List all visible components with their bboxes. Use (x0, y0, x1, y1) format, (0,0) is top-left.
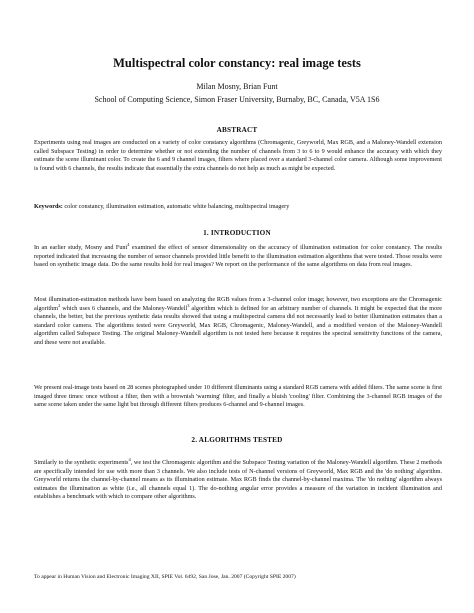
section2-paragraph-1 (34, 456, 442, 502)
section2-p1-text-a: Similarly to the synthetic experiments (34, 459, 129, 466)
citation-ref: 3 (187, 302, 190, 308)
publication-footer: To appear in Human Vision and Electronic Imaging XII, SPIE Vol. 6492, San Jose, Jan. 2007 (Copyright SPIE 2007) (34, 574, 296, 580)
section1-paragraph-2 (34, 296, 442, 348)
abstract-heading: ABSTRACT (216, 126, 258, 134)
paper-authors: Milan Mosny, Brian Funt (196, 82, 278, 91)
section1-p1-text-a: In an earlier study, Mosny and Funt (34, 244, 128, 251)
section1-p1-text-b: examined the effect of sensor dimensionality on the accuracy of illumination estimation for color constancy. The results reported indicated that increasing the number of sensor channels provided little benefit to the illumination estimation algorithms that were tested. Those results were based on synthetic image data. Do the same results hold for real images? We report on the performance of the same algorithms on data from real images. (34, 244, 443, 269)
paper-affiliation: School of Computing Science, Simon Fraser University, Burnaby, BC, Canada, V5A 1S6 (94, 95, 380, 104)
abstract-text: Experiments using real images are conducted on a variety of color constancy algorithms (Chromagenic, Greyworld, Max RGB, and a Maloney-Wandell extension called Subspace Testing) in order to determine whether or not extending the number of channels from 3 to 6 to 9 would enhance the accuracy with which they estimate the scene illuminant color. To create the 6 and 9 channel images, filters where placed over a standard 3-channel color camera. Although some improvement is found with 6 channels, the results indicate that essentially the extra channels do not help as much as might be expected. (34, 139, 442, 172)
section2-p1-text-b: , we test the Chromagenic algorithm and the Subspace Testing variation of the Maloney-Wandell algorithm. These 2 methods are specifically intended for use with more than 3 channels. We also include tests of N-channel versions of Greyworld, Max RGB and the 'do nothing' algorithm. Greyworld returns the channel-by-channel means as its illumination estimate. Max RGB finds the channel-by-channel maxima. The 'do nothing' algorithm always estimates the illumination as white (i.e., all channels equal 1). The do-nothing angular error provides a measure of the variation in incident illumination and establishes a benchmark with which to compare other algorithms. (34, 459, 442, 501)
section1-p2-text-c: algorithm which is defined for an arbitrary number of channels. It might be expected that the more channels, the better, but the previous synthetic data results showed that using a multispectral camera did not necessarily lead to better illumination estimates than a standard color camera. The algorithms tested were Greyworld, Max RGB, Chromagenic, Maloney-Wandell, and a modified version of the Maloney-Wandell algorithm called Subspace Testing. The original Maloney-Wandell algorithm is not tested here because it requires the spectral sensitivity functions of the camera, and these were not available. (34, 304, 442, 346)
keywords-line (34, 203, 442, 212)
paper-title: Multispectral color constancy: real image tests (113, 56, 361, 70)
section1-p2-text-b: which uses 6 channels, and the Maloney-Wandell (60, 304, 188, 312)
keywords-text: color constancy, illumination estimation, automatic white balancing, multispectral imagery (64, 203, 290, 210)
citation-ref: 4 (128, 456, 131, 462)
section2-heading: 2. ALGORITHMS TESTED (191, 436, 283, 444)
section1-heading: 1. INTRODUCTION (203, 229, 271, 237)
section1-paragraph-1 (34, 241, 443, 270)
citation-ref: 4 (127, 241, 130, 247)
citation-ref: 2 (58, 302, 61, 308)
keywords-label: Keywords: (34, 203, 63, 210)
section1-paragraph-3: We present real-image tests based on 28 scenes photographed under 10 different illuminants using a standard RGB camera with added filters. The same scene is first imaged three times: once without a filter, then with a brownish 'warming' filter, and finally a bluish 'cooling' filter. Combining the 3-channel RGB images of the same scene taken under the same light but through different filters produces 6-channel and 9-channel images. (34, 384, 442, 409)
section1-p2-text-a: Most illumination-estimation methods have been based on analyzing the RGB values from a 3-channel color image; however, two exceptions are the Chromagenic algorithm (34, 296, 442, 312)
